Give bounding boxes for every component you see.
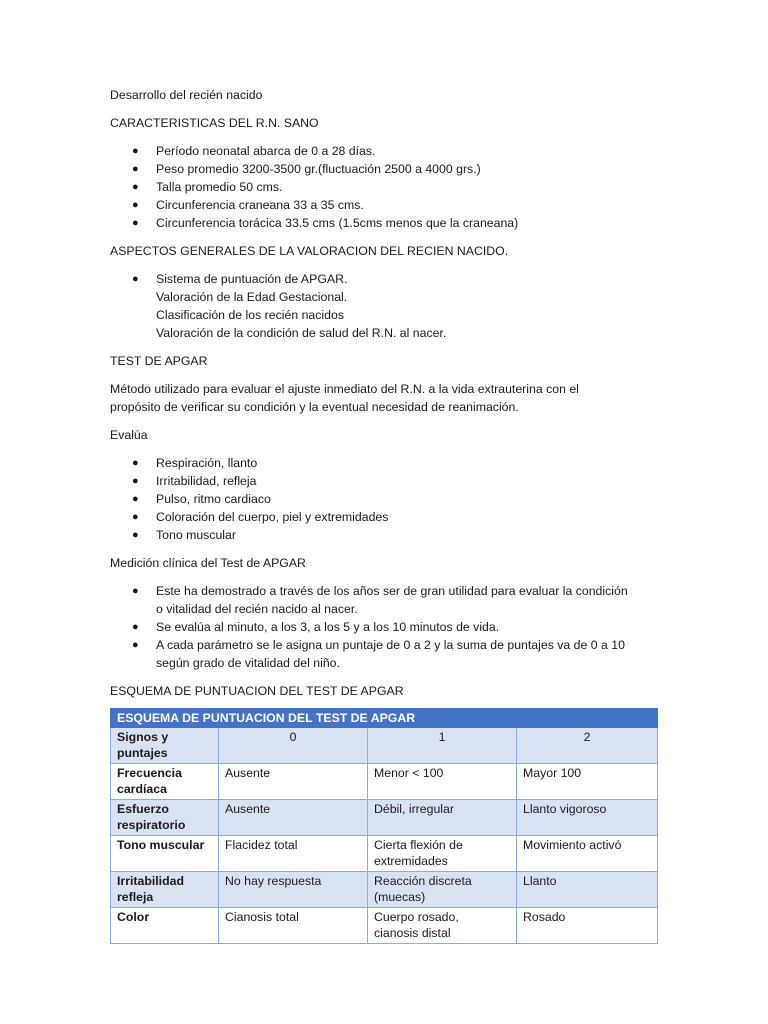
table-header-row [111, 728, 658, 764]
table-cell: Cianosis total [219, 908, 368, 944]
aspectos-list [132, 270, 658, 288]
aspectos-line: Valoración de la condición de salud del R.N. al nacer. [156, 326, 447, 340]
table-cell: Ausente [219, 764, 368, 800]
table-cell: Mayor 100 [517, 764, 658, 800]
table-cell: Flacidez total [219, 836, 368, 872]
medicion-list [132, 582, 658, 672]
section-heading-caracteristicas: CARACTERISTICAS DEL R.N. SANO [110, 116, 319, 130]
table-row [111, 836, 658, 872]
table-cell: Menor < 100 [368, 764, 517, 800]
table-cell: Rosado [517, 908, 658, 944]
table-row [111, 800, 658, 836]
list-item: ● Circunferencia torácica 33.5 cms (1.5cms menos que la craneana) [132, 216, 519, 230]
bullet-icon: ● [132, 639, 139, 651]
bullet-icon: ● [132, 273, 139, 285]
table-row-label: Tono muscular [111, 836, 219, 872]
list-item: ● Tono muscular [132, 528, 236, 542]
bullet-icon: ● [132, 529, 139, 541]
list-item: ● A cada parámetro se le asigna un puntaje de 0 a 2 y la suma de puntajes va de 0 a 10 según grado de vitalidad del niño. [132, 638, 625, 670]
table-row-label: Frecuencia cardíaca [111, 764, 219, 800]
table-row-label: Irritabilidad refleja [111, 872, 219, 908]
table-row [111, 764, 658, 800]
bullet-icon: ● [132, 217, 139, 229]
section-heading-test-apgar: TEST DE APGAR [110, 354, 208, 368]
list-item: ● Sistema de puntuación de APGAR. [132, 272, 348, 286]
table-header-cell: 1 [368, 728, 517, 764]
bullet-icon: ● [132, 475, 139, 487]
section-heading-esquema: ESQUEMA DE PUNTUACION DEL TEST DE APGAR [110, 684, 404, 698]
aspectos-line: Valoración de la Edad Gestacional. [156, 290, 348, 304]
table-header-cell: 0 [219, 728, 368, 764]
bullet-icon: ● [132, 181, 139, 193]
table-row-label: Color [111, 908, 219, 944]
section-heading-aspectos: ASPECTOS GENERALES DE LA VALORACION DEL RECIEN NACIDO. [110, 244, 509, 258]
bullet-icon: ● [132, 621, 139, 633]
table-cell: Ausente [219, 800, 368, 836]
list-item: ● Pulso, ritmo cardiaco [132, 492, 271, 506]
table-title-row [111, 709, 658, 728]
table-title: ESQUEMA DE PUNTUACION DEL TEST DE APGAR [111, 709, 658, 728]
list-item: ● Irritabilidad, refleja [132, 474, 257, 488]
table-row [111, 908, 658, 944]
table-cell: Movimiento activó [517, 836, 658, 872]
apgar-description-line1: Método utilizado para evaluar el ajuste inmediato del R.N. a la vida extrauterina con el [110, 382, 579, 396]
table-cell: No hay respuesta [219, 872, 368, 908]
bullet-icon: ● [132, 511, 139, 523]
list-item: ● Peso promedio 3200-3500 gr.(fluctuación 2500 a 4000 grs.) [132, 162, 481, 176]
evalua-label: Evalúa [110, 428, 148, 442]
bullet-icon: ● [132, 145, 139, 157]
list-item: ● Coloración del cuerpo, piel y extremidades [132, 510, 389, 524]
table-cell: Llanto vigoroso [517, 800, 658, 836]
list-item: ● Circunferencia craneana 33 a 35 cms. [132, 198, 364, 212]
document-title: Desarrollo del recién nacido [110, 88, 263, 102]
evalua-list [132, 454, 658, 544]
aspectos-line: Clasificación de los recién nacidos [156, 308, 344, 322]
caracteristicas-list [132, 142, 658, 232]
list-item: ● Este ha demostrado a través de los años ser de gran utilidad para evaluar la condición o vitalidad del recién nacido al nacer. [132, 584, 628, 616]
table-cell: Cierta flexión de extremidades [368, 836, 517, 872]
table-header-label: Signos y puntajes [111, 728, 219, 764]
table-row [111, 872, 658, 908]
list-item: ● Período neonatal abarca de 0 a 28 días. [132, 144, 376, 158]
table-header-cell: 2 [517, 728, 658, 764]
bullet-icon: ● [132, 199, 139, 211]
bullet-icon: ● [132, 585, 139, 597]
table-cell: Débil, irregular [368, 800, 517, 836]
list-item: ● Respiración, llanto [132, 456, 258, 470]
bullet-icon: ● [132, 493, 139, 505]
bullet-icon: ● [132, 457, 139, 469]
table-cell: Reacción discreta (muecas) [368, 872, 517, 908]
section-heading-medicion: Medición clínica del Test de APGAR [110, 556, 306, 570]
list-item: ● Talla promedio 50 cms. [132, 180, 283, 194]
bullet-icon: ● [132, 163, 139, 175]
apgar-score-table [110, 708, 658, 944]
table-cell: Llanto [517, 872, 658, 908]
table-row-label: Esfuerzo respiratorio [111, 800, 219, 836]
list-item: ● Se evalúa al minuto, a los 3, a los 5 y a los 10 minutos de vida. [132, 620, 500, 634]
table-cell: Cuerpo rosado, cianosis distal [368, 908, 517, 944]
apgar-description-line2: propósito de verificar su condición y la eventual necesidad de reanimación. [110, 400, 519, 414]
